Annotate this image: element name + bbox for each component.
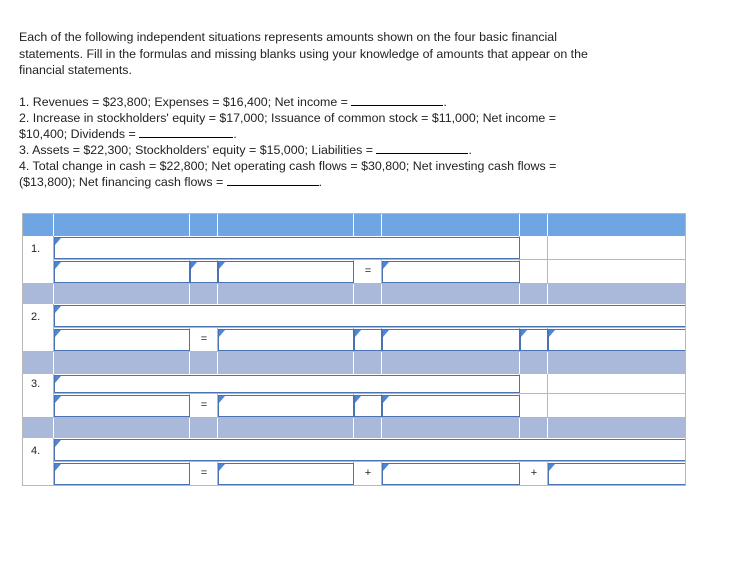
header-cell xyxy=(382,213,520,236)
band-cell xyxy=(520,352,548,374)
cell xyxy=(520,374,548,394)
s2-amount-input-c[interactable] xyxy=(548,329,686,351)
situation-4-line-1: 4. Total change in cash = $22,800; Net operating cash flows = $30,800; Net investing cash flows = xyxy=(19,159,557,173)
header-cell xyxy=(548,213,686,236)
s4-result-input[interactable] xyxy=(54,463,190,485)
period: . xyxy=(468,143,472,157)
answer-table xyxy=(22,213,686,486)
band-cell xyxy=(382,284,520,304)
s4-amount-input-a[interactable] xyxy=(218,463,354,485)
instruction-line-2: statements. Fill in the formulas and missing blanks using your knowledge of amounts that appear on the xyxy=(19,47,588,61)
s1-formula-input[interactable] xyxy=(54,237,520,259)
s2-operator-input-a[interactable] xyxy=(354,329,382,351)
band-cell xyxy=(190,418,218,438)
header-cell xyxy=(354,213,382,236)
band-cell xyxy=(22,284,54,304)
s2-operator-input-b[interactable] xyxy=(520,329,548,351)
situation-3 xyxy=(19,142,472,158)
row-label-2: 2. xyxy=(31,311,41,323)
period: . xyxy=(443,95,447,109)
cell xyxy=(548,374,686,394)
period: . xyxy=(233,127,237,141)
situation-2-blank xyxy=(139,126,233,138)
row-label-1: 1. xyxy=(31,243,41,255)
s1-result-input[interactable] xyxy=(382,261,520,283)
header-cell xyxy=(54,213,190,236)
cell xyxy=(520,394,548,418)
header-cell xyxy=(218,213,354,236)
s2-amount-input-a[interactable] xyxy=(218,329,354,351)
band-cell xyxy=(22,352,54,374)
s1-amount-input-a[interactable] xyxy=(54,261,190,283)
s3-operator-input[interactable] xyxy=(354,395,382,417)
s3-amount-input-b[interactable] xyxy=(382,395,520,417)
equals-sign: = xyxy=(200,333,208,345)
s4-formula-input[interactable] xyxy=(54,439,686,461)
cell xyxy=(548,260,686,284)
situation-4-text: ($13,800); Net financing cash flows = xyxy=(19,175,227,189)
row-label-3: 3. xyxy=(31,378,41,390)
header-cell xyxy=(22,213,54,236)
equals-sign: = xyxy=(364,265,372,277)
situation-1-blank xyxy=(351,94,443,106)
band-cell xyxy=(54,418,190,438)
s1-amount-input-b[interactable] xyxy=(218,261,354,283)
plus-sign: + xyxy=(364,467,372,479)
band-cell xyxy=(22,418,54,438)
band-cell xyxy=(382,352,520,374)
situation-2-line-1: 2. Increase in stockholders' equity = $17,000; Issuance of common stock = $11,000; Net income = xyxy=(19,111,556,125)
situation-1 xyxy=(19,94,447,110)
s2-result-input[interactable] xyxy=(54,329,190,351)
cell xyxy=(548,236,686,260)
s3-formula-input[interactable] xyxy=(54,375,520,393)
situation-4-blank xyxy=(227,174,319,186)
s3-result-input[interactable] xyxy=(54,395,190,417)
situation-3-text: 3. Assets = $22,300; Stockholders' equity = $15,000; Liabilities = xyxy=(19,143,377,157)
cell xyxy=(520,260,548,284)
cell xyxy=(520,236,548,260)
cell xyxy=(548,394,686,418)
header-cell xyxy=(520,213,548,236)
band-cell xyxy=(218,418,354,438)
situation-1-text: 1. Revenues = $23,800; Expenses = $16,400; Net income = xyxy=(19,95,352,109)
band-cell xyxy=(190,352,218,374)
s2-amount-input-b[interactable] xyxy=(382,329,520,351)
s1-operator-input[interactable] xyxy=(190,261,218,283)
band-cell xyxy=(548,352,686,374)
band-cell xyxy=(218,284,354,304)
band-cell xyxy=(354,418,382,438)
band-cell xyxy=(548,418,686,438)
equals-sign: = xyxy=(200,399,208,411)
situation-3-blank xyxy=(376,142,468,154)
s4-amount-input-b[interactable] xyxy=(382,463,520,485)
instruction-line-1: Each of the following independent situations represents amounts shown on the four basic financial xyxy=(19,30,557,44)
situation-2-text: $10,400; Dividends = xyxy=(19,127,140,141)
band-cell xyxy=(382,418,520,438)
band-cell xyxy=(520,418,548,438)
equals-sign: = xyxy=(200,467,208,479)
s2-formula-input[interactable] xyxy=(54,305,686,327)
plus-sign: + xyxy=(530,467,538,479)
band-cell xyxy=(520,284,548,304)
row-label-4: 4. xyxy=(31,445,41,457)
band-cell xyxy=(218,352,354,374)
band-cell xyxy=(354,284,382,304)
situation-4-line-2 xyxy=(19,174,322,190)
band-cell xyxy=(54,284,190,304)
header-cell xyxy=(190,213,218,236)
period: . xyxy=(318,175,323,189)
band-cell xyxy=(548,284,686,304)
s4-amount-input-c[interactable] xyxy=(548,463,686,485)
band-cell xyxy=(190,284,218,304)
situation-2-line-2 xyxy=(19,126,237,142)
band-cell xyxy=(354,352,382,374)
instruction-line-3: financial statements. xyxy=(19,63,132,77)
band-cell xyxy=(54,352,190,374)
s3-amount-input-a[interactable] xyxy=(218,395,354,417)
